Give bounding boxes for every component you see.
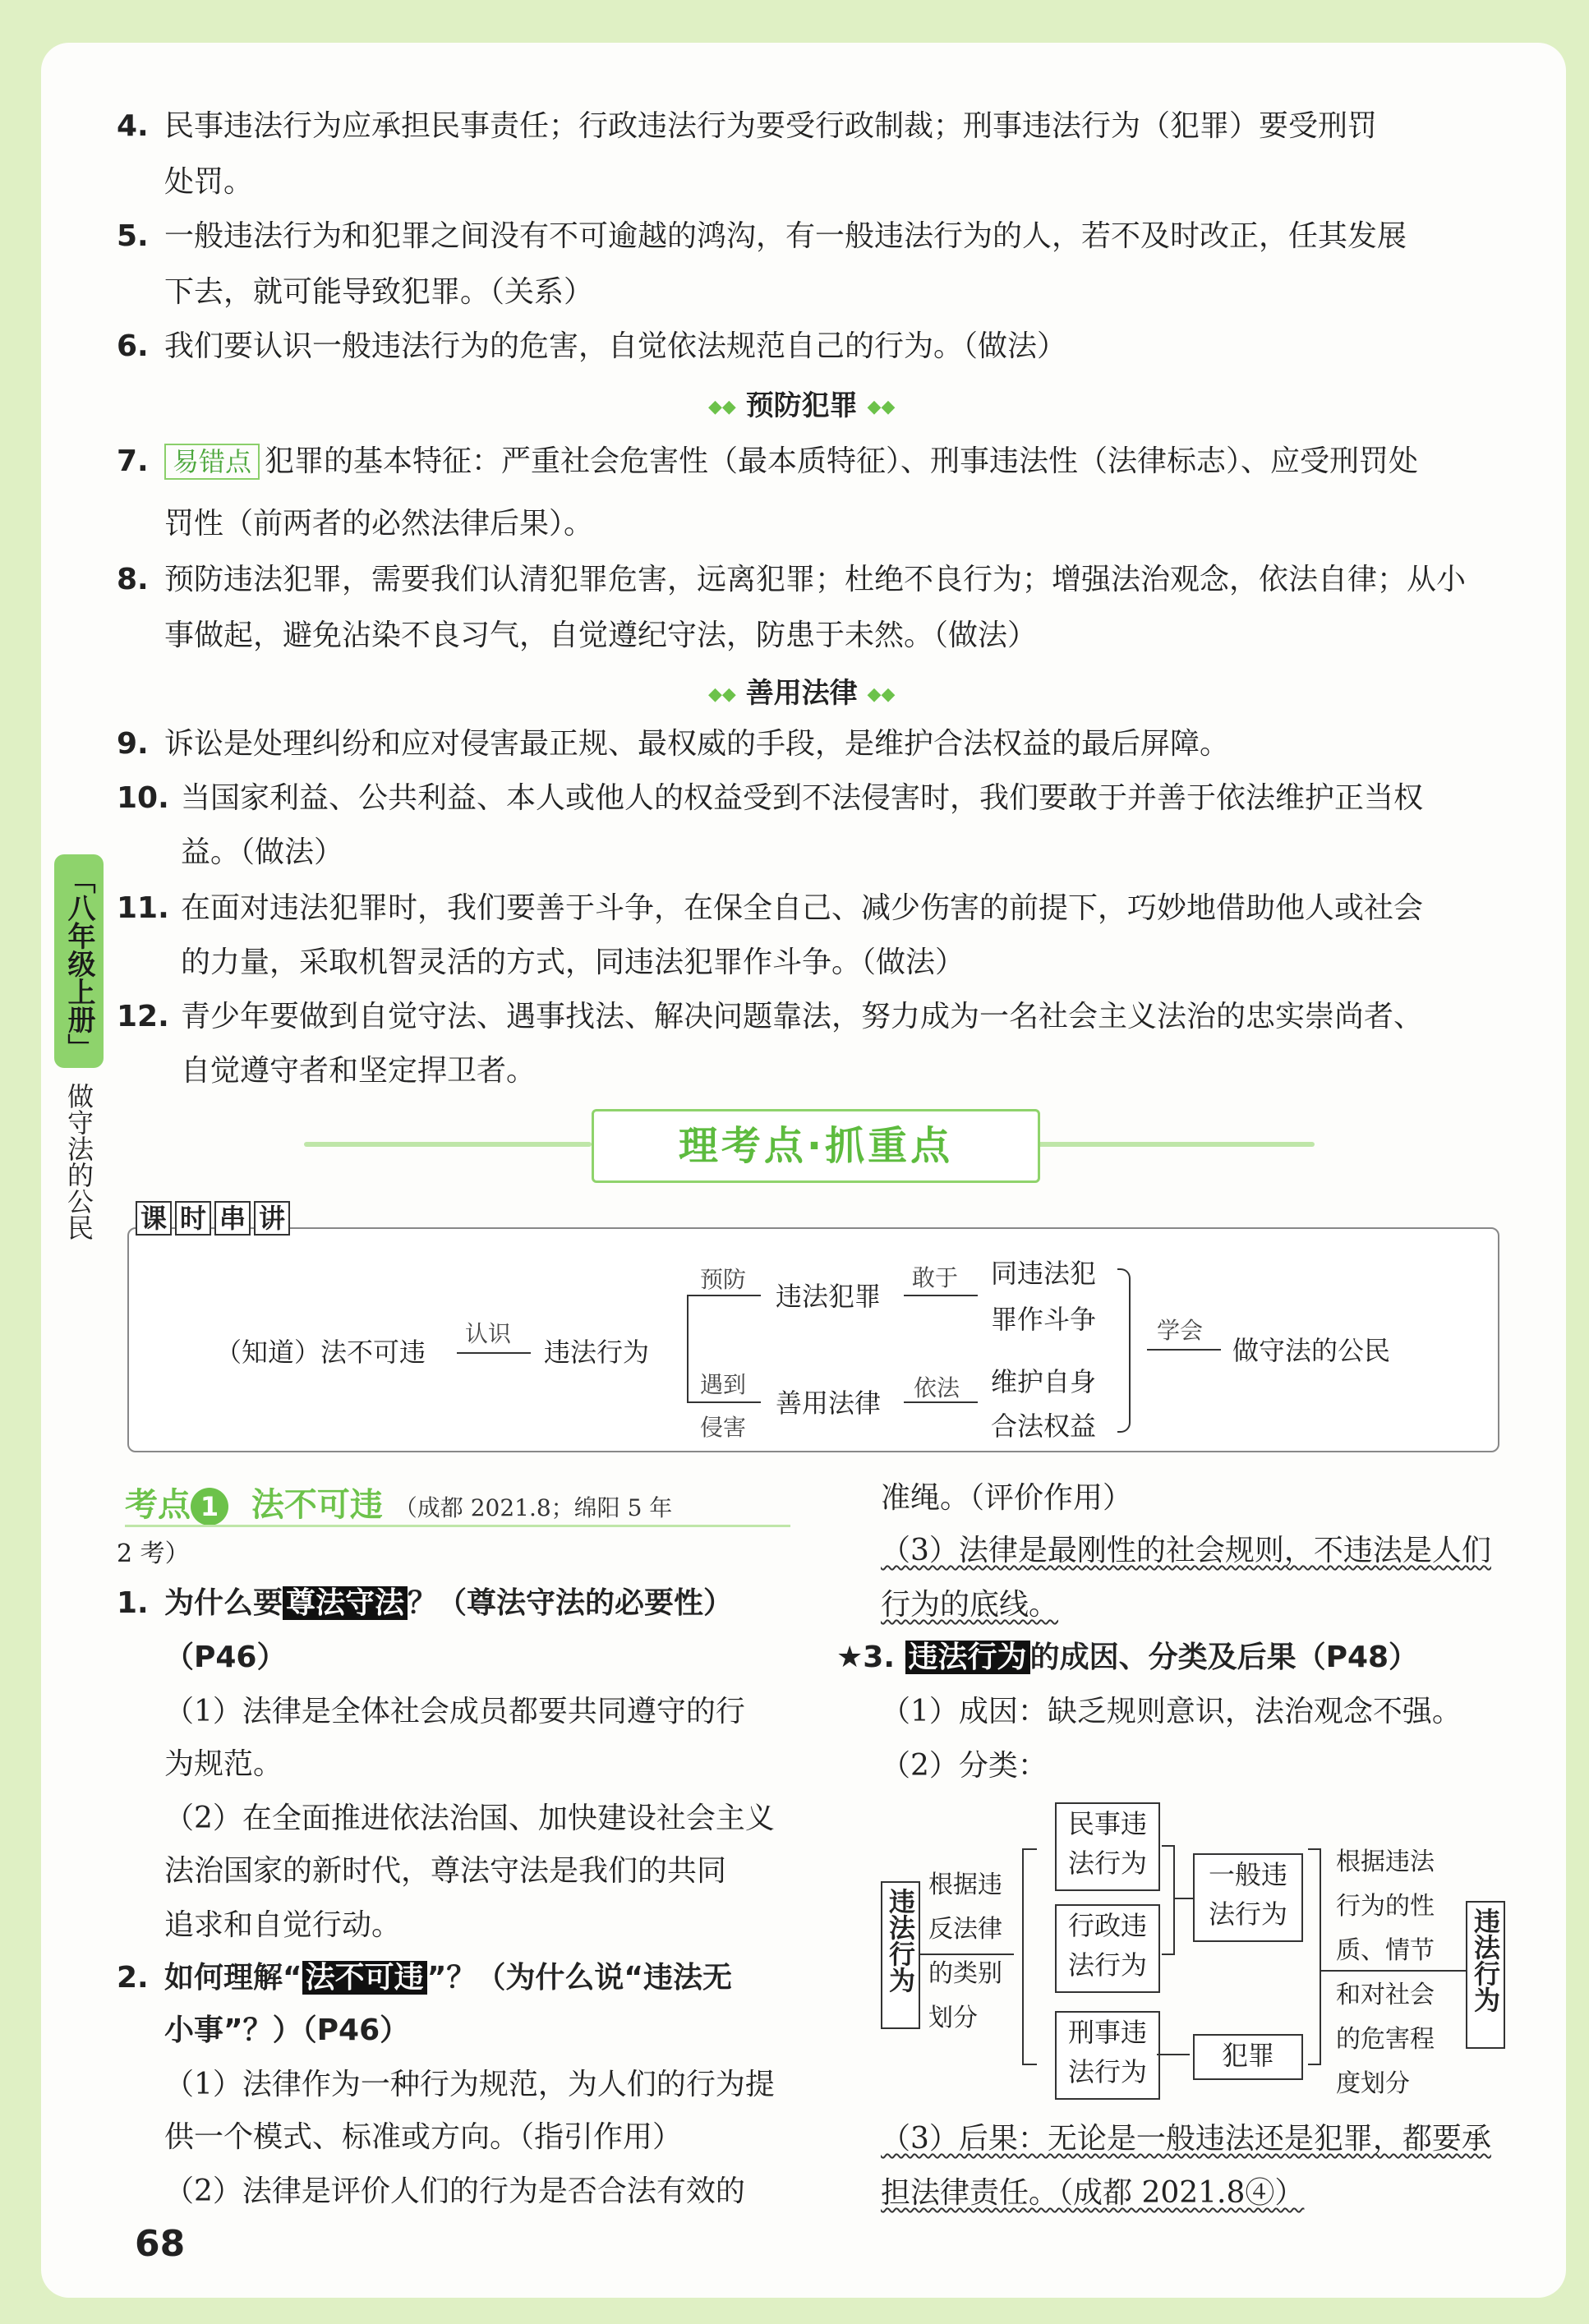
item-4-line-2: 处罚。 (164, 165, 254, 199)
item-7-line-2: 罚性（前两者的必然法律后果）。 (164, 507, 594, 541)
citizen-node: 做守法的公民 (1232, 1335, 1391, 1366)
diagram-left-connector (920, 1954, 1014, 1955)
item-8-line-1: 8. 预防违法犯罪，需要我们认清犯罪危害，远离犯罪；杜绝不良行为；增强法治观念，依法自律；从小 (117, 563, 1467, 596)
bylaw-line (904, 1401, 978, 1403)
side-grade-tab: 「八年级上册」 (54, 854, 104, 1068)
prevent-crime-node: 违法犯罪 (776, 1281, 882, 1312)
kaodian-source-2: 2 考） (117, 1539, 190, 1568)
fight-line-1: 同违法犯 (991, 1258, 1097, 1289)
item-10-line-2: 益。（做法） (181, 835, 344, 869)
protect-line-1: 维护自身 (991, 1366, 1097, 1397)
q1-title: 1. 为什么要 尊法守法 ？（尊法守法的必要性） (117, 1586, 734, 1620)
kaodian-underline (125, 1525, 790, 1527)
item-12-line-2: 自觉遵守者和坚定捍卫者。 (181, 1054, 537, 1088)
item-11-line-2: 的力量，采取机智灵活的方式，同违法犯罪作斗争。（做法） (181, 946, 965, 979)
q3-result-b: 担法律责任。（成都 2021.8④） (881, 2176, 1305, 2210)
branch-line (687, 1295, 689, 1401)
fight-line-2: 罪作斗争 (991, 1304, 1097, 1335)
right-p3-b: 行为的底线。 (881, 1588, 1059, 1622)
q3-cause: （1）成因：缺乏规则意识，法治观念不强。 (881, 1695, 1462, 1728)
diagram-right-box: 违法行为 (1466, 1901, 1505, 2049)
bylaw-label: 依法 (914, 1374, 960, 1401)
diagram-mid-bracket (1162, 1845, 1175, 1955)
use-law-node: 善用法律 (776, 1387, 882, 1419)
q1-p2-c: 追求和自觉行动。 (164, 1908, 402, 1942)
branch-bottom (687, 1401, 761, 1403)
banner-line-right (1035, 1142, 1315, 1147)
q1-p2-a: （2）在全面推进依法治国、加快建设社会主义 (164, 1802, 775, 1835)
lecture-tab: 课 时 串 讲 (136, 1201, 290, 1236)
right-p3-a: （3）法律是最刚性的社会规则，不违法是人们 (881, 1534, 1491, 1567)
q3-title: ★3. 违法行为 的成因、分类及后果（P48） (836, 1641, 1419, 1674)
diagram-right-note: 根据违法 行为的性 质、情节 和对社会 的危害程 度划分 (1336, 1848, 1435, 2098)
q3-classify: （2）分类： (881, 1749, 1048, 1783)
item-5-line-1: 5. 一般违法行为和犯罪之间没有不可逾越的鸿沟，有一般违法行为的人，若不及时改正，任其发展 (117, 219, 1407, 253)
kaodian-header: 考点 1 法不可违 （成都 2021.8；绵阳 5 年 (125, 1486, 673, 1524)
diagram-left-note: 根据违 反法律 的类别 划分 (928, 1871, 1002, 2032)
q2-p2: （2）法律是评价人们的行为是否合法有效的 (164, 2174, 745, 2208)
item-5-line-2: 下去，就可能导致犯罪。（关系） (164, 275, 594, 309)
right-brace (1117, 1268, 1131, 1433)
meet-label-1: 遇到 (700, 1371, 747, 1398)
right-continuation: 准绳。（评价作用） (881, 1481, 1133, 1515)
prevent-label: 预防 (700, 1266, 747, 1293)
subheading-prevent-crime: ◆◆ 预防犯罪 ◆◆ (708, 389, 896, 422)
banner-line-left (304, 1142, 592, 1147)
diagram-mid-connector (1173, 1898, 1193, 1899)
know-label: （知道）法不可违 (215, 1337, 426, 1368)
criminal-illegal-box: 刑事违 法行为 (1055, 2011, 1160, 2100)
diagram-left-box: 违法行为 (881, 1881, 920, 2029)
item-11-line-1: 11. 在面对违法犯罪时，我们要善于斗争，在保全自己、减少伤害的前提下，巧妙地借助他人或社会 (117, 891, 1424, 925)
q2-title-2: 小事”？）（P46） (164, 2013, 410, 2047)
dare-label: 敢于 (912, 1264, 959, 1291)
arrow-line (457, 1352, 531, 1354)
item-9: 9. 诉讼是处理纠纷和应对侵害最正规、最权威的手段，是维护合法权益的最后屏障。 (117, 727, 1230, 761)
recognize-label: 认识 (465, 1320, 512, 1347)
civil-illegal-box: 民事违 法行为 (1055, 1802, 1160, 1891)
item-6-line: 6. 我们要认识一般违法行为的危害，自觉依法规范自己的行为。（做法） (117, 329, 1067, 363)
error-prone-tag: 易错点 (164, 444, 260, 480)
page-number: 68 (135, 2223, 186, 2265)
q1-p2-b: 法治国家的新时代，尊法守法是我们的共同 (164, 1854, 727, 1888)
side-chapter-label: 做守法的公民 (63, 1083, 94, 1240)
q3-result-a: （3）后果：无论是一般违法还是犯罪，都要承 (881, 2122, 1491, 2156)
crime-connector (1157, 2054, 1190, 2055)
subheading-use-law: ◆◆ 善用法律 ◆◆ (708, 677, 896, 710)
dare-line (904, 1295, 978, 1296)
item-8-line-2: 事做起，避免沾染不良习气，自觉遵纪守法，防患于未然。（做法） (164, 619, 1038, 652)
learn-line (1147, 1349, 1221, 1351)
protect-line-2: 合法权益 (991, 1411, 1097, 1442)
q2-p1-b: 供一个模式、标准或方向。（指引作用） (164, 2120, 683, 2154)
illegal-behavior-node: 违法行为 (544, 1337, 650, 1368)
crime-box: 犯罪 (1193, 2034, 1303, 2080)
item-4-line-1: 4. 民事违法行为应承担民事责任；行政违法行为要受行政制裁；刑事违法行为（犯罪）要受刑罚 (117, 109, 1378, 143)
diagram-left-bracket (1022, 1848, 1037, 2065)
learn-label: 学会 (1157, 1317, 1204, 1344)
admin-illegal-box: 行政违 法行为 (1055, 1904, 1160, 1993)
q2-title: 2. 如何理解“ 法不可违 ”？（为什么说“违法无 (117, 1961, 733, 1995)
q1-page: （P46） (164, 1641, 287, 1674)
q2-p1-a: （1）法律作为一种行为规范，为人们的行为提 (164, 2068, 775, 2101)
q1-p1-b: 为规范。 (164, 1747, 283, 1781)
q1-p1-a: （1）法律是全体社会成员都要共同遵守的行 (164, 1695, 745, 1728)
diagram-right-bracket (1308, 1848, 1321, 2065)
item-12-line-1: 12. 青少年要做到自觉守法、遇事找法、解决问题靠法，努力成为一名社会主义法治的忠实崇尚者、 (117, 1000, 1424, 1033)
general-illegal-box: 一般违 法行为 (1193, 1853, 1303, 1942)
meet-label-2: 侵害 (700, 1414, 747, 1441)
section-banner: 理考点·抓重点 (592, 1109, 1040, 1183)
item-10-line-1: 10. 当国家利益、公共利益、本人或他人的权益受到不法侵害时，我们要敢于并善于依法维护正当权 (117, 781, 1424, 815)
item-7-line-1: 7. 易错点 犯罪的基本特征：严重社会危害性（最本质特征）、刑事违法性（法律标志）、应受刑罚处 (117, 444, 1419, 478)
